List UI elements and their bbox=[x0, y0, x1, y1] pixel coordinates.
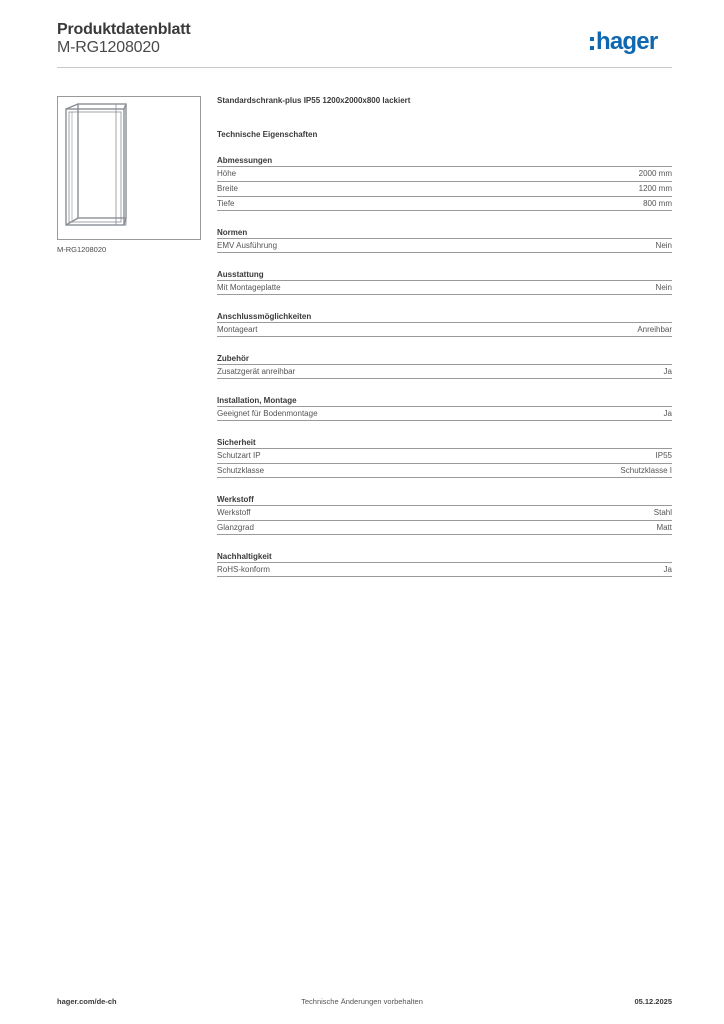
property-value: Stahl bbox=[653, 508, 672, 517]
property-value: Nein bbox=[655, 241, 672, 250]
property-value: Nein bbox=[655, 283, 672, 292]
property-row bbox=[217, 181, 672, 196]
section-title: Abmessungen bbox=[217, 156, 273, 165]
property-value: Ja bbox=[663, 565, 672, 574]
header-divider bbox=[57, 67, 672, 68]
property-value: IP55 bbox=[655, 451, 672, 460]
image-caption: M-RG1208020 bbox=[57, 245, 107, 254]
logo-dots-icon bbox=[590, 37, 594, 50]
property-label: Schutzart IP bbox=[217, 451, 261, 460]
section-title: Werkstoff bbox=[217, 495, 254, 504]
property-row bbox=[217, 238, 672, 253]
property-row bbox=[217, 196, 672, 211]
section-werkstoff bbox=[217, 495, 672, 535]
section-title: Installation, Montage bbox=[217, 396, 297, 405]
property-row bbox=[217, 406, 672, 421]
property-row bbox=[217, 463, 672, 478]
section-title: Zubehör bbox=[217, 354, 249, 363]
property-row bbox=[217, 520, 672, 535]
section-title: Sicherheit bbox=[217, 438, 256, 447]
property-value: Ja bbox=[663, 409, 672, 418]
section-sicherheit bbox=[217, 438, 672, 478]
page-title: Produktdatenblatt bbox=[57, 21, 191, 38]
article-number: M-RG1208020 bbox=[57, 39, 160, 56]
section-ausstattung bbox=[217, 270, 672, 295]
property-label: Breite bbox=[217, 184, 238, 193]
section-title: Normen bbox=[217, 228, 248, 237]
section-normen bbox=[217, 228, 672, 253]
product-description: Standardschrank-plus IP55 1200x2000x800 lackiert bbox=[217, 96, 411, 105]
property-label: RoHS-konform bbox=[217, 565, 270, 574]
property-value: Matt bbox=[656, 523, 672, 532]
property-label: Tiefe bbox=[217, 199, 235, 208]
property-row bbox=[217, 505, 672, 520]
section-title: Nachhaltigkeit bbox=[217, 552, 272, 561]
section-title: Ausstattung bbox=[217, 270, 264, 279]
footer-date: 05.12.2025 bbox=[634, 997, 672, 1006]
property-label: Geeignet für Bodenmontage bbox=[217, 409, 318, 418]
property-label: EMV Ausführung bbox=[217, 241, 278, 250]
property-label: Mit Montageplatte bbox=[217, 283, 281, 292]
property-value: 2000 mm bbox=[638, 169, 672, 178]
property-label: Werkstoff bbox=[217, 508, 251, 517]
property-value: Schutzklasse I bbox=[620, 466, 672, 475]
product-image bbox=[57, 96, 201, 240]
product-details bbox=[217, 96, 672, 577]
hager-logo[interactable] bbox=[590, 28, 657, 56]
footer-notice: Technische Änderungen vorbehalten bbox=[301, 997, 423, 1006]
logo-text: hager bbox=[596, 28, 658, 55]
footer-website-link[interactable]: hager.com/de-ch bbox=[57, 997, 117, 1006]
property-value: 1200 mm bbox=[638, 184, 672, 193]
section-abmessungen bbox=[217, 156, 672, 211]
property-label: Höhe bbox=[217, 169, 237, 178]
section-anschlussmoeglichkeiten bbox=[217, 312, 672, 337]
property-label: Schutzklasse bbox=[217, 466, 265, 475]
property-row bbox=[217, 280, 672, 295]
section-zubehoer bbox=[217, 354, 672, 379]
cabinet-frame-icon bbox=[58, 97, 200, 239]
property-value: Anreihbar bbox=[637, 325, 672, 334]
property-label: Zusatzgerät anreihbar bbox=[217, 367, 296, 376]
property-row bbox=[217, 364, 672, 379]
property-label: Montageart bbox=[217, 325, 258, 334]
technical-properties-heading: Technische Eigenschaften bbox=[217, 130, 318, 139]
property-row bbox=[217, 448, 672, 463]
property-value: Ja bbox=[663, 367, 672, 376]
section-nachhaltigkeit bbox=[217, 552, 672, 577]
property-row bbox=[217, 166, 672, 181]
section-installation bbox=[217, 396, 672, 421]
property-value: 800 mm bbox=[643, 199, 672, 208]
property-row bbox=[217, 562, 672, 577]
section-title: Anschlussmöglichkeiten bbox=[217, 312, 312, 321]
property-row bbox=[217, 322, 672, 337]
property-label: Glanzgrad bbox=[217, 523, 254, 532]
